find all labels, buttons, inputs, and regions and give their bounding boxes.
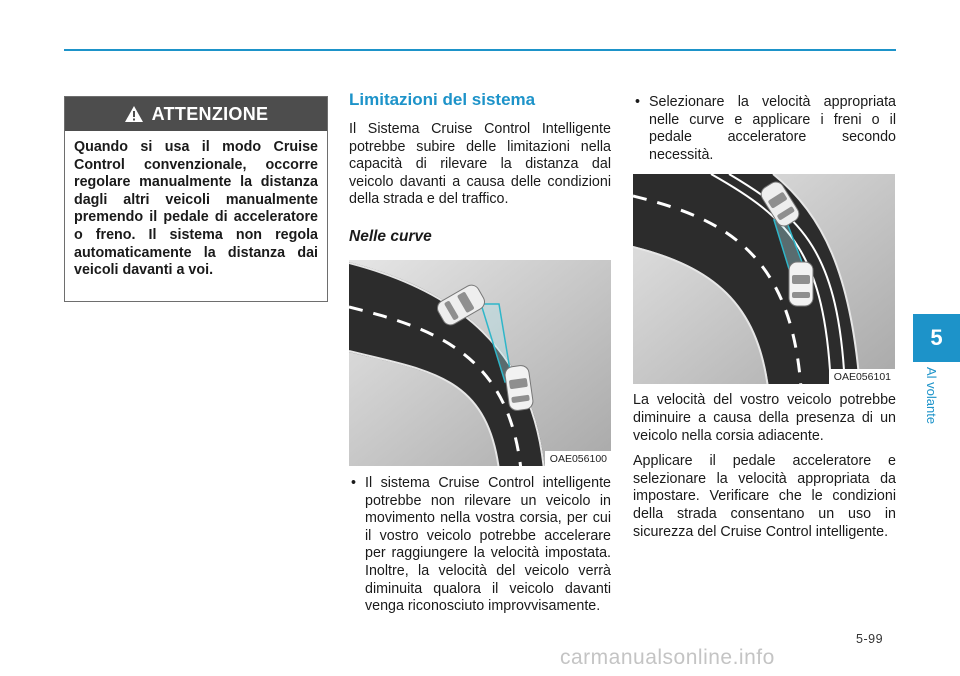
bullet-item	[349, 475, 611, 616]
subheading: Nelle curve	[349, 227, 432, 245]
paragraph: La velocità del vostro veicolo potrebbe diminuire a causa della presenza di un veicolo nella corsia adiacente.	[633, 392, 896, 444]
figure-curve-adjacent-lane	[633, 174, 895, 384]
watermark: carmanualsonline.info	[560, 646, 775, 669]
warning-text: Quando si usa il modo Cruise Control convenzionale, occorre regolare manualmente la distanza dagli altri veicoli manualmente premendo il pedale di acceleratore o freno. Il sistema non regola automaticamente la distanza dai veicoli davanti a voi.	[74, 139, 318, 279]
top-rule	[64, 49, 896, 51]
bullet-dot: •	[351, 474, 357, 491]
chapter-tab: 5	[913, 314, 960, 362]
bullet-text: Il sistema Cruise Control intelligente potrebbe non rilevare un veicolo in movimento nella vostra corsia, per cui il vostro veicolo potrebbe accelerare per raggiungere la velocità impostata. Inoltre, la velocità del veicolo verrà diminuita qualora il veicolo davanti venga riconosciuto improvvisamente.	[365, 474, 611, 615]
bullet-item	[633, 94, 896, 164]
curve-illustration	[633, 174, 895, 384]
warning-header	[65, 97, 327, 131]
chapter-label: Al volante	[924, 367, 939, 425]
page-number: 5-99	[856, 632, 884, 646]
section-title: Limitazioni del sistema	[349, 90, 536, 109]
warning-box	[64, 96, 328, 302]
figure-code: OAE056100	[545, 451, 611, 466]
paragraph: Applicare il pedale acceleratore e selezionare la velocità appropriata da impostare. Verificare che le condizioni della strada consentano un uso in sicurezza del Cruise Control intelligente.	[633, 453, 896, 540]
bullet-dot: •	[635, 94, 641, 110]
figure-code: OAE056101	[829, 369, 895, 384]
curve-illustration	[349, 260, 611, 466]
middle-column	[349, 90, 611, 616]
warning-icon	[124, 105, 144, 123]
right-column	[633, 94, 896, 541]
figure-curve-same-lane	[349, 260, 611, 466]
section-intro: Il Sistema Cruise Control Intelligente potrebbe subire delle limitazioni nella capacità di rilevare la distanza dal veicolo davanti a causa delle condizioni della strada e del traffico.	[349, 121, 611, 208]
bullet-text: Selezionare la velocità appropriata nelle curve e applicare i freni o il pedale acceleratore secondo necessità.	[649, 94, 896, 163]
warning-title: ATTENZIONE	[151, 103, 269, 124]
